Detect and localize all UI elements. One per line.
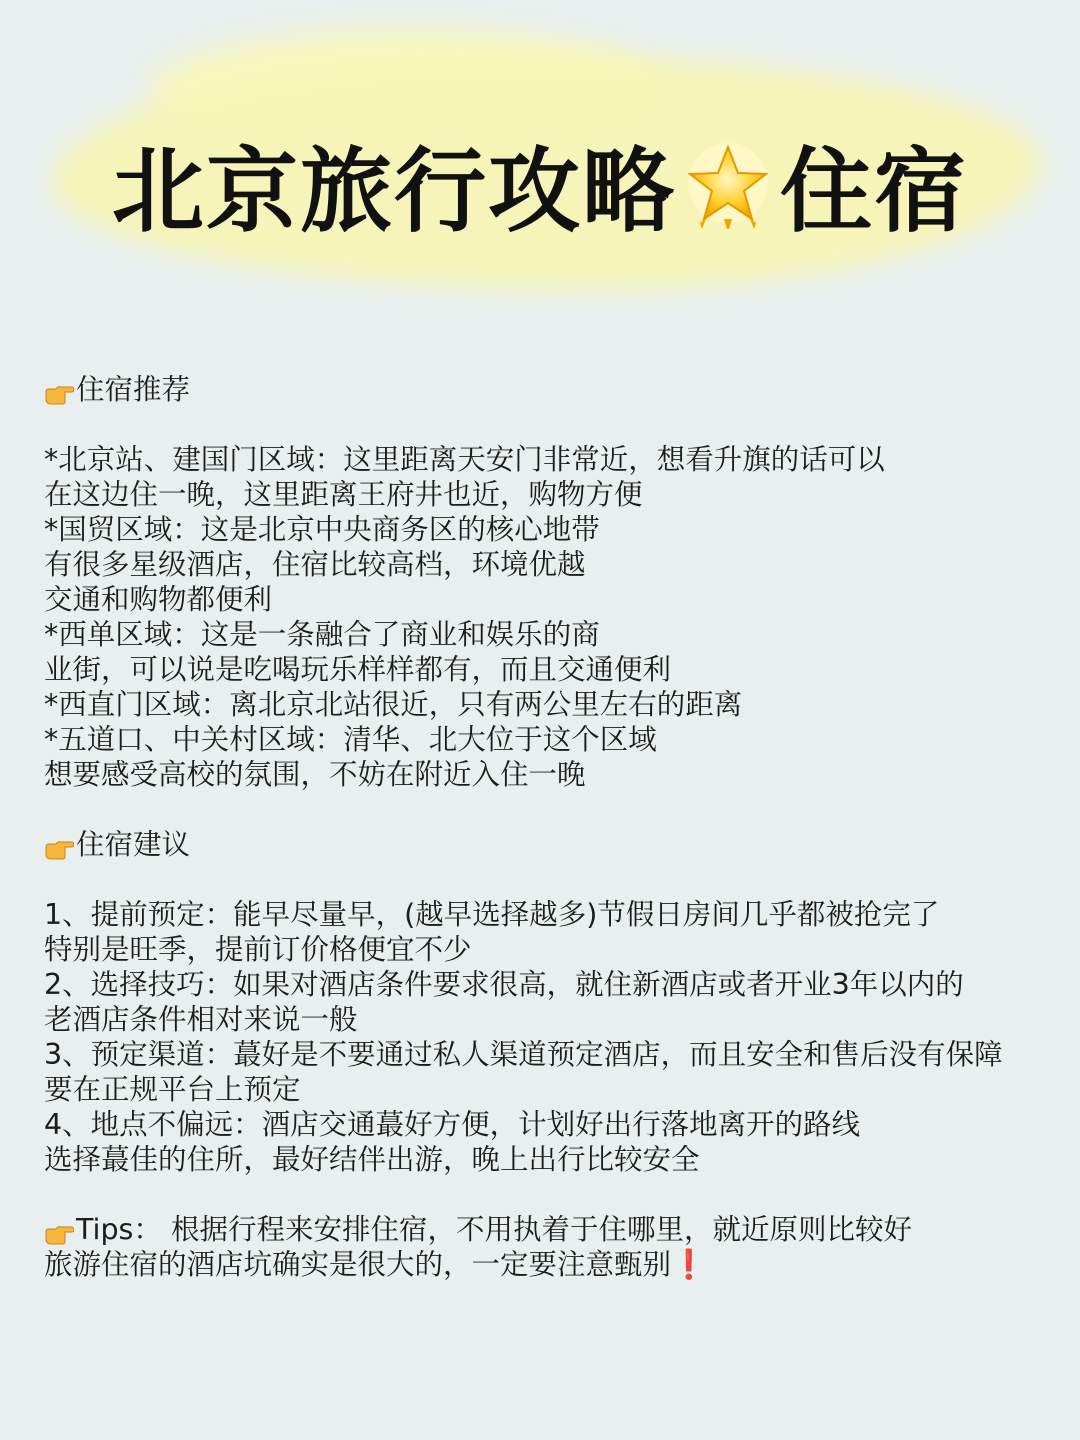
text-line: *西单区域：这是一条融合了商业和娱乐的商	[44, 618, 600, 651]
title-banner	[0, 0, 1080, 330]
text-line: 业街，可以说是吃喝玩乐样样都有，而且交通便利	[44, 653, 672, 686]
title-text-right: 住宿	[780, 138, 969, 245]
text-line: 有很多星级酒店，住宿比较高档，环境优越	[44, 548, 586, 581]
text-line: 1、提前预定：能早尽量早，(越早选择越多)节假日房间几乎都被抢完了	[44, 898, 940, 931]
title-text-left: 北京旅行攻略	[111, 138, 676, 245]
section-heading-text: 住宿推荐	[76, 373, 191, 406]
pointing-right-icon	[44, 1219, 74, 1241]
tips-text-2: 旅游住宿的酒店坑确实是很大的，一定要注意甄别	[44, 1248, 672, 1281]
section-heading-text: 住宿建议	[76, 828, 191, 861]
glowing-star-icon	[680, 139, 776, 231]
text-line: 选择蕞佳的住所，最好结伴出游，晚上出行比较安全	[44, 1143, 700, 1176]
section-heading	[44, 372, 1074, 407]
text-line: 特别是旺季，提前订价格便宜不少	[44, 933, 472, 966]
text-line: *北京站、建国门区域：这里距离天安门非常近，想看升旗的话可以	[44, 443, 885, 476]
exclamation-mark-icon: ❗	[671, 1248, 707, 1281]
text-line: 3、预定渠道：蕞好是不要通过私人渠道预定酒店，而且安全和售后没有保障	[44, 1038, 1003, 1071]
text-line: *国贸区域：这是北京中央商务区的核心地带	[44, 513, 600, 546]
tips-line	[44, 1212, 1074, 1247]
article-body	[44, 372, 1074, 1282]
text-line: 老酒店条件相对来说一般	[44, 1003, 358, 1036]
text-line: 2、选择技巧：如果对酒店条件要求很高，就住新酒店或者开业3年以内的	[44, 968, 964, 1001]
text-line: 交通和购物都便利	[44, 583, 273, 616]
tips-text: Tips： 根据行程来安排住宿，不用执着于住哪里，就近原则比较好	[76, 1213, 912, 1246]
text-line: *五道口、中关村区域：清华、北大位于这个区域	[44, 723, 657, 756]
text-line: *西直门区域：离北京北站很近，只有两公里左右的距离	[44, 688, 743, 721]
pointing-right-icon	[44, 379, 74, 401]
pointing-right-icon	[44, 834, 74, 856]
text-line: 在这边住一晚，这里距离王府井也近，购物方便	[44, 478, 643, 511]
section-heading	[44, 827, 1074, 862]
text-line: 要在正规平台上预定	[44, 1073, 301, 1106]
text-line: 想要感受高校的氛围，不妨在附近入住一晚	[44, 758, 586, 791]
page-title	[0, 118, 1080, 250]
text-line	[44, 1247, 1074, 1282]
text-line: 4、地点不偏远：酒店交通蕞好方便，计划好出行落地离开的路线	[44, 1108, 861, 1141]
